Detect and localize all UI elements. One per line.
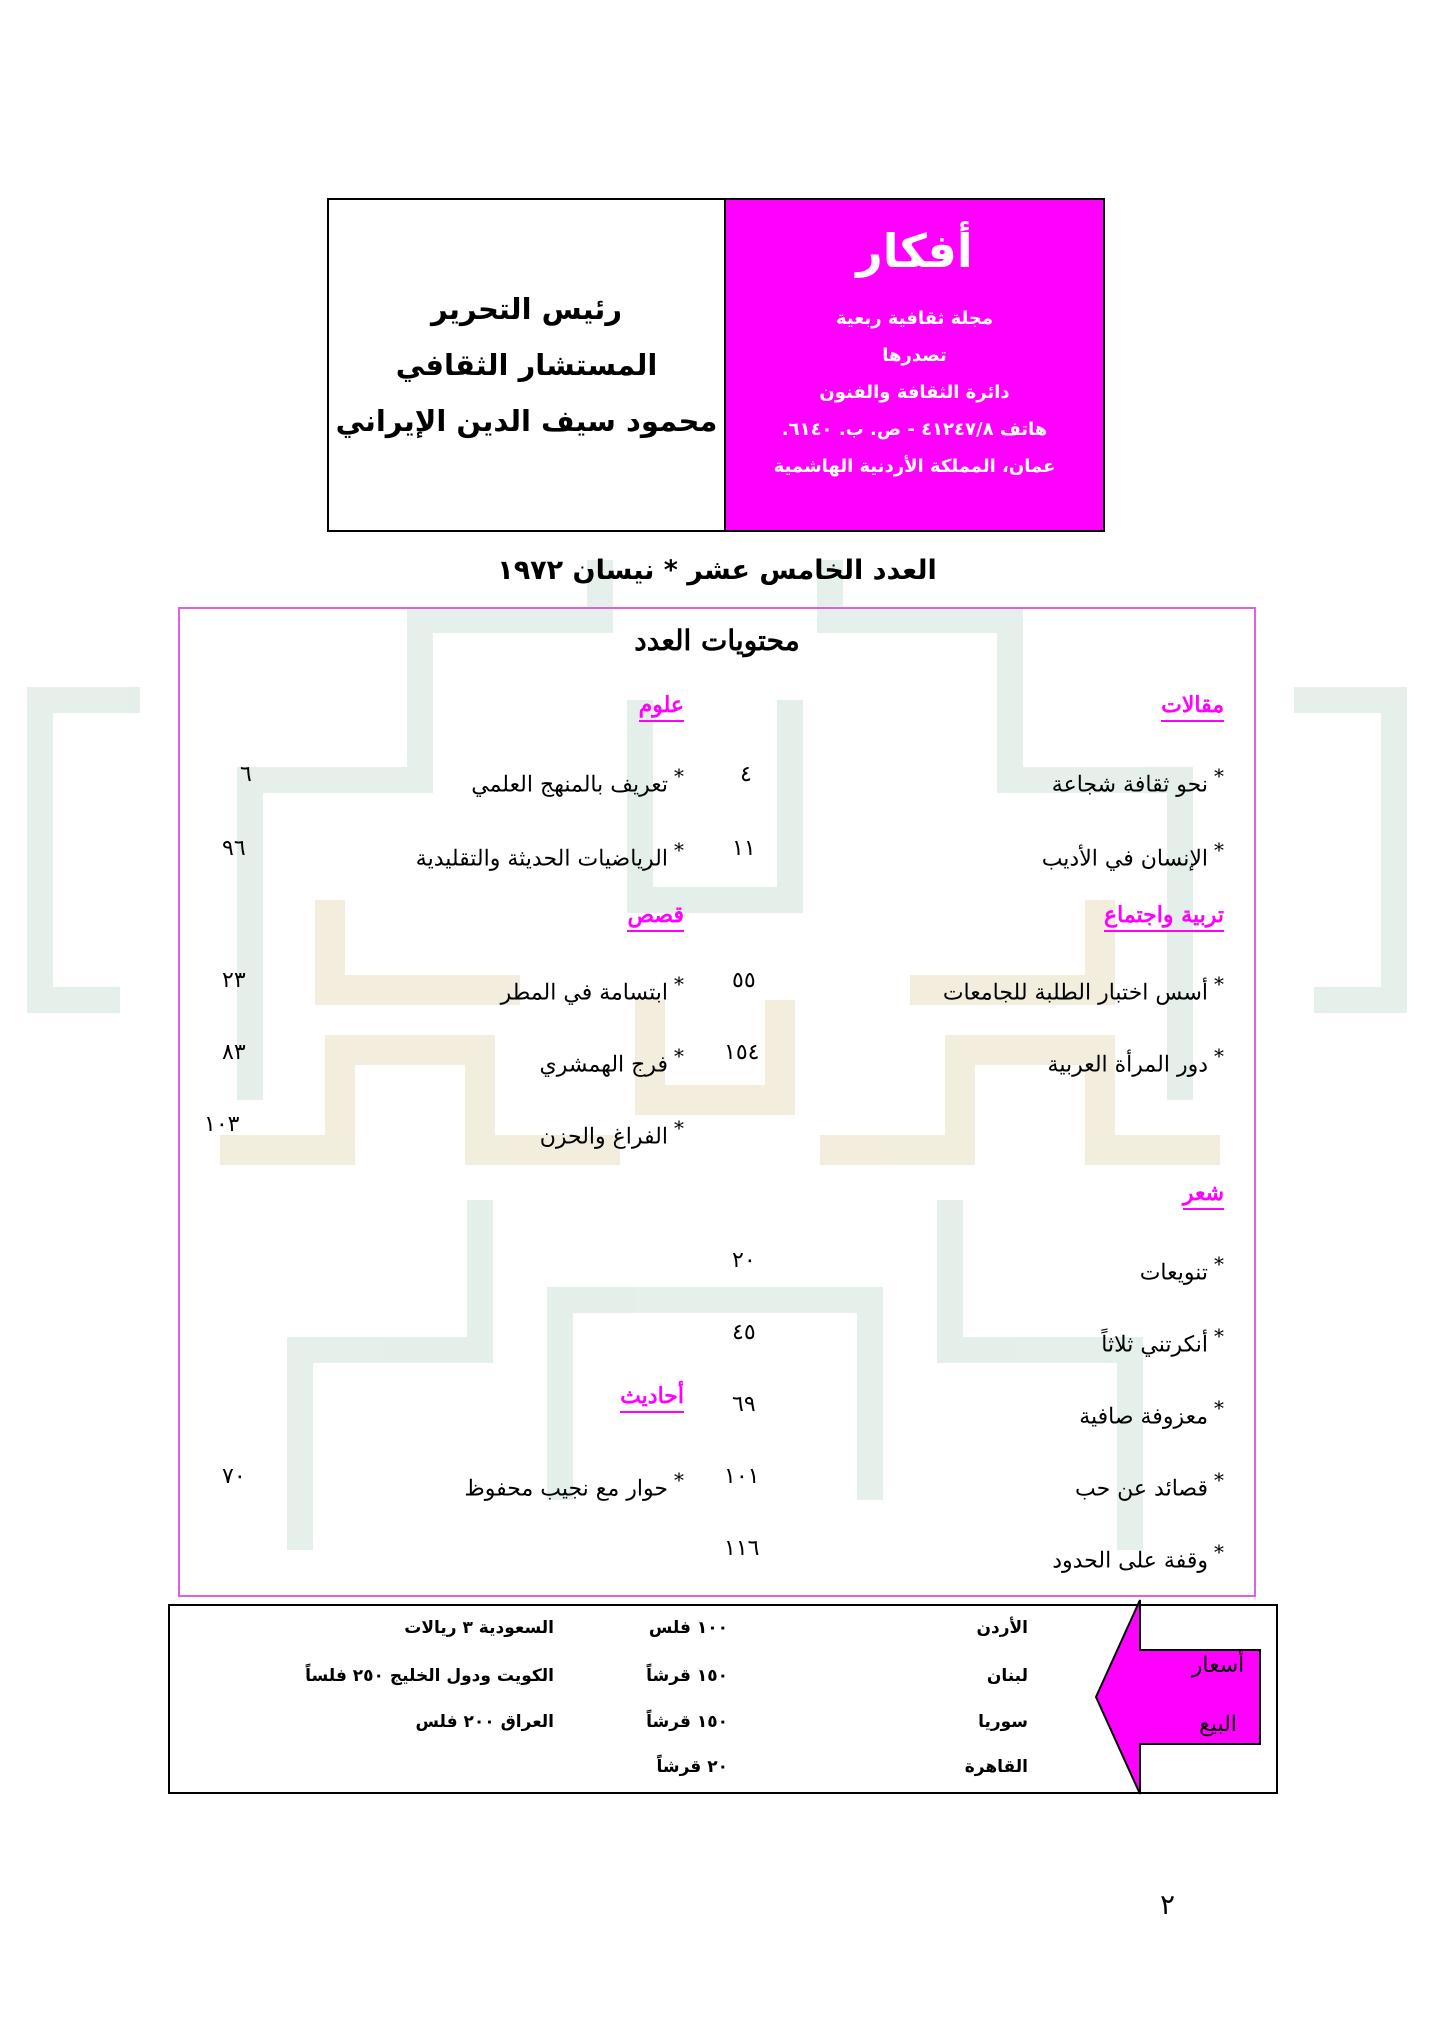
page-ref: ١١٦ <box>724 1536 760 1561</box>
page-ref: ٩٦ <box>222 836 246 861</box>
price-country: القاهرة <box>964 1757 1028 1777</box>
page-ref: ١٠١ <box>724 1464 760 1489</box>
page-ref: ٦٩ <box>732 1392 756 1417</box>
arrow-shape <box>1094 1592 1284 1802</box>
editor-block <box>329 200 726 530</box>
page-ref: ٤٥ <box>732 1320 756 1345</box>
price-label-2: البيع <box>1199 1712 1237 1737</box>
page-ref: ٤ <box>740 762 752 787</box>
section-poetry: شعر <box>1183 1180 1224 1210</box>
list-item: *الرياضيات الحديثة والتقليدية <box>415 838 684 872</box>
section-articles: مقالات <box>1161 692 1224 722</box>
section-education: تربية واجتماع <box>1104 902 1224 932</box>
page-ref: ٦ <box>240 762 252 787</box>
list-item: *ابتسامة في المطر <box>500 972 684 1006</box>
section-stories: قصص <box>627 902 684 932</box>
price-label-1: أسعار <box>1191 1653 1245 1678</box>
magazine-name: أفكار <box>856 224 973 278</box>
price-value: ١٥٠ قرشاً <box>646 1712 728 1732</box>
section-sciences: علوم <box>639 692 684 722</box>
editor-role: المستشار الثقافي <box>395 348 658 382</box>
list-item: *فرج الهمشري <box>539 1044 684 1078</box>
list-item: *معزوفة صافية <box>1079 1396 1224 1430</box>
price-country: سوريا <box>978 1712 1028 1732</box>
page-ref: ١٥٤ <box>724 1040 760 1065</box>
contents-title: محتويات العدد <box>634 624 800 657</box>
contents-box <box>178 607 1256 1597</box>
list-item: *دور المرأة العربية <box>1047 1044 1224 1078</box>
list-item: *قصائد عن حب <box>1074 1468 1224 1502</box>
page-ref: ١٠٣ <box>204 1112 240 1137</box>
list-item: *نحو ثقافة شجاعة <box>1051 764 1224 798</box>
magazine-block <box>726 200 1103 530</box>
price-value: ١٠٠ فلس <box>648 1618 728 1638</box>
page-number: ٢ <box>1160 1888 1176 1921</box>
page-ref: ٢٠ <box>732 1248 756 1273</box>
editor-title: رئيس التحرير <box>430 292 623 326</box>
contact-phone: هاتف ٤١٢٤٧/٨ - ص. ب. ٦١٤٠. <box>781 419 1048 440</box>
list-item: *الإنسان في الأديب <box>1041 838 1224 872</box>
editor-name: محمود سيف الدين الإيراني <box>335 404 718 438</box>
issue-line: العدد الخامس عشر * نيسان ١٩٧٢ <box>497 555 937 586</box>
masthead-box <box>327 198 1105 532</box>
list-item: *الفراغ والحزن <box>539 1116 684 1150</box>
list-item: *وقفة على الحدود <box>1052 1540 1224 1574</box>
section-talks: أحاديث <box>620 1383 684 1413</box>
contact-address: عمان، المملكة الأردنية الهاشمية <box>773 456 1056 477</box>
price-country: لبنان <box>986 1666 1028 1686</box>
page-ref: ١١ <box>732 836 756 861</box>
price-other: العراق ٢٠٠ فلس <box>415 1712 554 1732</box>
price-value: ٢٠ قرشاً <box>656 1757 728 1777</box>
list-item: *أسس اختبار الطلبة للجامعات <box>942 972 1224 1006</box>
page-ref: ٢٣ <box>222 968 246 993</box>
page-ref: ٨٣ <box>222 1040 246 1065</box>
publisher-label: تصدرها <box>882 345 947 366</box>
list-item: *حوار مع نجيب محفوظ <box>464 1468 684 1502</box>
page-ref: ٧٠ <box>222 1464 246 1489</box>
price-other: السعودية ٣ ريالات <box>404 1618 554 1638</box>
price-country: الأردن <box>976 1618 1028 1638</box>
price-value: ١٥٠ قرشاً <box>646 1666 728 1686</box>
list-item: *تنويعات <box>1139 1252 1224 1286</box>
list-item: *تعريف بالمنهج العلمي <box>471 764 684 798</box>
magazine-tagline: مجلة ثقافية ربعية <box>836 308 993 329</box>
list-item: *أنكرتني ثلاثاً <box>1101 1324 1224 1358</box>
page-ref: ٥٥ <box>732 968 756 993</box>
publisher-name: دائرة الثقافة والفنون <box>819 382 1010 403</box>
price-other: الكويت ودول الخليج ٢٥٠ فلساً <box>305 1666 554 1686</box>
